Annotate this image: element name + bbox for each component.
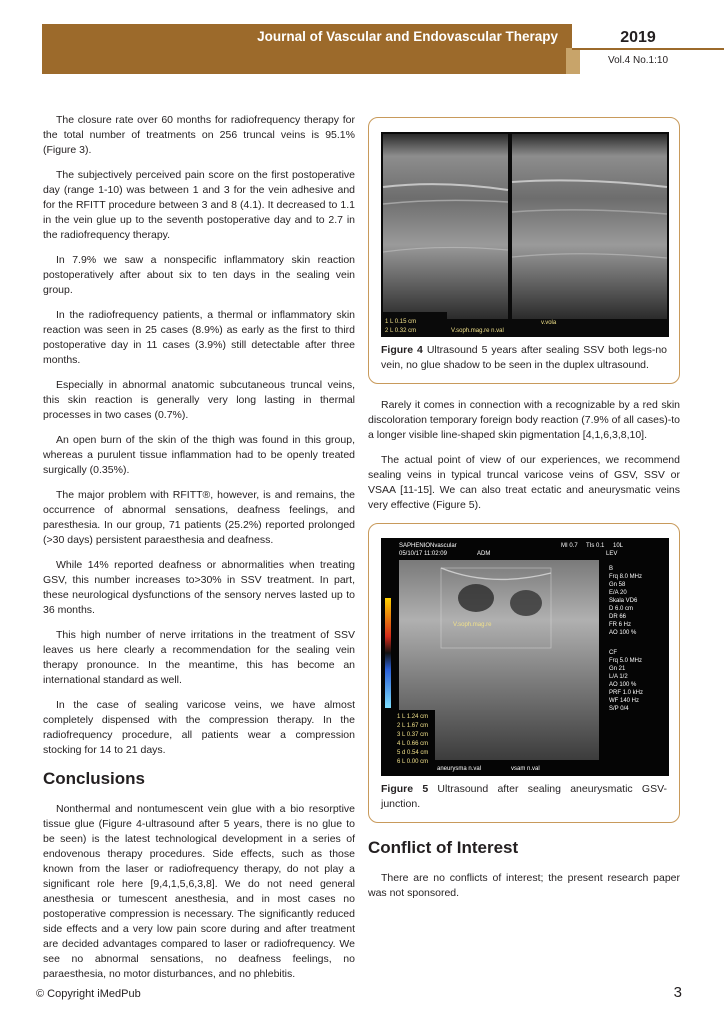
figure-4-caption-text: Ultrasound 5 years after sealing SSV both legs-no vein, no glue shadow to be seen in the duplex ultrasound. (381, 344, 667, 371)
figure-5-measure: 1 L 1.24 cm (397, 714, 429, 720)
figure-5-param: E/A 20 (609, 590, 627, 596)
journal-title: Journal of Vascular and Endovascular Therapy (257, 29, 558, 44)
figure-5-param: PRF 1.0 kHz (609, 690, 644, 696)
figure-5-brand: SAPHENIONvascular (399, 543, 457, 549)
figure-4-label: Figure 4 (381, 344, 423, 356)
paragraph: Rarely it comes in connection with a recognizable by a red skin discoloration temporary foreign body reaction (7.9% of all cases)-to a longer visible line-shaped skin pigmentation [4,1,6,3,8,10]. (368, 399, 680, 441)
header-rule (572, 48, 724, 50)
conflict-of-interest-paragraph: There are no conflicts of interest; the present research paper was not sponsored. (368, 872, 680, 899)
paragraph: In the radiofrequency patients, a thermal or inflammatory skin reaction was seen in 25 cases (8.9%) as early as the first to third postoperative day in 11 cases (3.9%) still detectable after three months. (43, 309, 355, 366)
figure-5-param: CF (609, 650, 617, 656)
right-column (368, 117, 680, 911)
figure-4-measure-2: 2 L 0.32 cm (385, 328, 417, 334)
figure-5-vessel-label: V.soph.mag.re (453, 622, 492, 628)
figure-5-probe: 10L (613, 543, 624, 549)
figure-5-user: ADM (477, 551, 491, 557)
figure-5-param: DR 66 (609, 614, 627, 620)
paragraph: In 7.9% we saw a nonspecific inflammatory skin reaction postoperatively after about six to ten days in the sealing vein group. (43, 254, 355, 296)
paragraph: The closure rate over 60 months for radiofrequency therapy for the total number of treatments on 256 truncal veins is 95.1% (Figure 3). (43, 114, 355, 156)
figure-5-mi: MI 0.7 (561, 543, 578, 549)
header-volume: Vol.4 No.1:10 (607, 55, 669, 66)
paragraph: The major problem with RFITT®, however, is and remains, the occurrence of abnormal sensations, deafness feelings, and paresthesia. In our group, 71 patients (25.2%) reported prolonged (>30 days) persistent paraesthesia and deafness. (43, 489, 355, 546)
paragraph: Especially in abnormal anatomic subcutaneous truncal veins, this skin reaction is generally very long lasting in thermal processes in two cases (0.7%). (43, 379, 355, 421)
figure-4-measure-1: 1 L 0.15 cm (385, 319, 417, 325)
figure-5-measure: 5 d 0.54 cm (397, 750, 429, 756)
page-number: 3 (673, 984, 682, 1001)
figure-5-preset: LEV (606, 551, 618, 557)
figure-5-param: S/P 0/4 (609, 706, 629, 712)
figure-5-measure: 6 L 0.00 cm (397, 759, 429, 765)
figure-5-caption-text: Ultrasound after sealing aneurysmatic GSV-junction. (381, 783, 667, 810)
figure-5-param: FR 6 Hz (609, 622, 632, 628)
figure-5-param: B (609, 566, 614, 572)
figure-5-caption (381, 782, 667, 812)
figure-4-svg (381, 132, 669, 337)
conclusions-heading: Conclusions (43, 769, 146, 788)
header-accent (566, 48, 580, 74)
figure-5-param: Frq 8.0 MHz (609, 574, 643, 580)
paragraph: An open burn of the skin of the thigh was found in this group, whereas a purulent tissue inflammation had to be openly treated surgically (0.35%). (43, 434, 355, 476)
figure-5-param: Gn 21 (609, 666, 626, 672)
figure-5-param: Gn 58 (609, 582, 626, 588)
paragraph: The actual point of view of our experiences, we recommend sealing veins in typical truncal varicose veins of GSV, SSV or VSAA [11-15]. We can also treat ectatic and aneurysmatic veins very effective (Figure 5). (368, 454, 680, 511)
figure-5-param: L/A 1/2 (609, 674, 628, 680)
figure-5-param: Frq 5.0 MHz (609, 658, 643, 664)
conclusions-paragraph: Nonthermal and nontumescent vein glue with a bio resorptive tissue glue (Figure 4-ultrasound after 5 years, there is no glue to be seen) is the latest technological development in a series of endovenous therapy procedures. Side effects, such as those known from the laser or radiofrequency therapy, do not play a significant role here [9,4,1,5,6,3,8]. We do not need general anesthesia or tumescent anesthesia, and in most cases no postoperative compression is necessary. The significantly reduced side effects and a very low pain score during and after treatment are decided advantages compared to laser or radiofrequency. We see no abnormal sensations, no deafness feelings, no paraesthesia, no motor disturbances, and no phlebitis. (43, 803, 355, 980)
figure-5-bottom-left-label: aneurysma n.val (437, 766, 482, 772)
paragraph: While 14% reported deafness or abnormalities when treating GSV, this number increases to>30% in SSV treatment. In part, these neurological dysfunctions of the sensory nerves lasted up to 36 months. (43, 559, 355, 616)
figure-5-svg (381, 538, 669, 776)
paragraph: This high number of nerve irritations in the treatment of SSV leaves us here clearly a recommendation for the sealing vein therapy pronounce. In the meantime, this has become an international standard as well. (43, 629, 355, 686)
conflict-of-interest-heading: Conflict of Interest (368, 838, 519, 857)
figure-4-side-label: v.vola (541, 320, 557, 326)
figure-4-ultrasound-image (381, 132, 669, 337)
figure-5-param: Skala VD6 (609, 598, 638, 604)
figure-5-tis: TIs 0.1 (586, 543, 605, 549)
figure-5-ultrasound-image (381, 538, 669, 776)
figure-4-site-label: V.soph.mag.re n.val (451, 328, 504, 334)
figure-5-param: AO 100 % (609, 630, 637, 636)
figure-4 (368, 117, 680, 384)
footer-copyright: © Copyright iMedPub (36, 988, 141, 1000)
figure-5-param: D 6.0 cm (609, 606, 634, 612)
figure-5-param: WF 140 Hz (609, 698, 640, 704)
figure-5-bottom-right-label: vsam n.val (511, 766, 540, 772)
paragraph: In the case of sealing varicose veins, we have almost completely dispensed with the compression therapy. In the radiofrequency procedure, all patients wear a compression stocking for 14 to 21 days. (43, 699, 355, 756)
figure-4-caption (381, 343, 667, 373)
figure-5-param: AO 100 % (609, 682, 637, 688)
figure-5-datetime: 05/10/17 11:02:09 (399, 551, 447, 557)
header-year: 2019 (620, 29, 656, 46)
figure-5-label: Figure 5 (381, 783, 429, 795)
paragraph: The subjectively perceived pain score on the first postoperative day (range 1-10) was between 1 and 3 for the vein adhesive and for the RFITT procedure between 3 and 8 (4.1). It decreased to 1.1 in the vein glue up to the seventh postoperative day and to 2.7 in the radiofrequency therapy. (43, 169, 355, 241)
figure-5-measure: 3 L 0.37 cm (397, 732, 429, 738)
figure-5-measure: 2 L 1.67 cm (397, 723, 429, 729)
left-column (43, 113, 355, 992)
figure-5 (368, 523, 680, 823)
figure-5-measure: 4 L 0.66 cm (397, 741, 429, 747)
